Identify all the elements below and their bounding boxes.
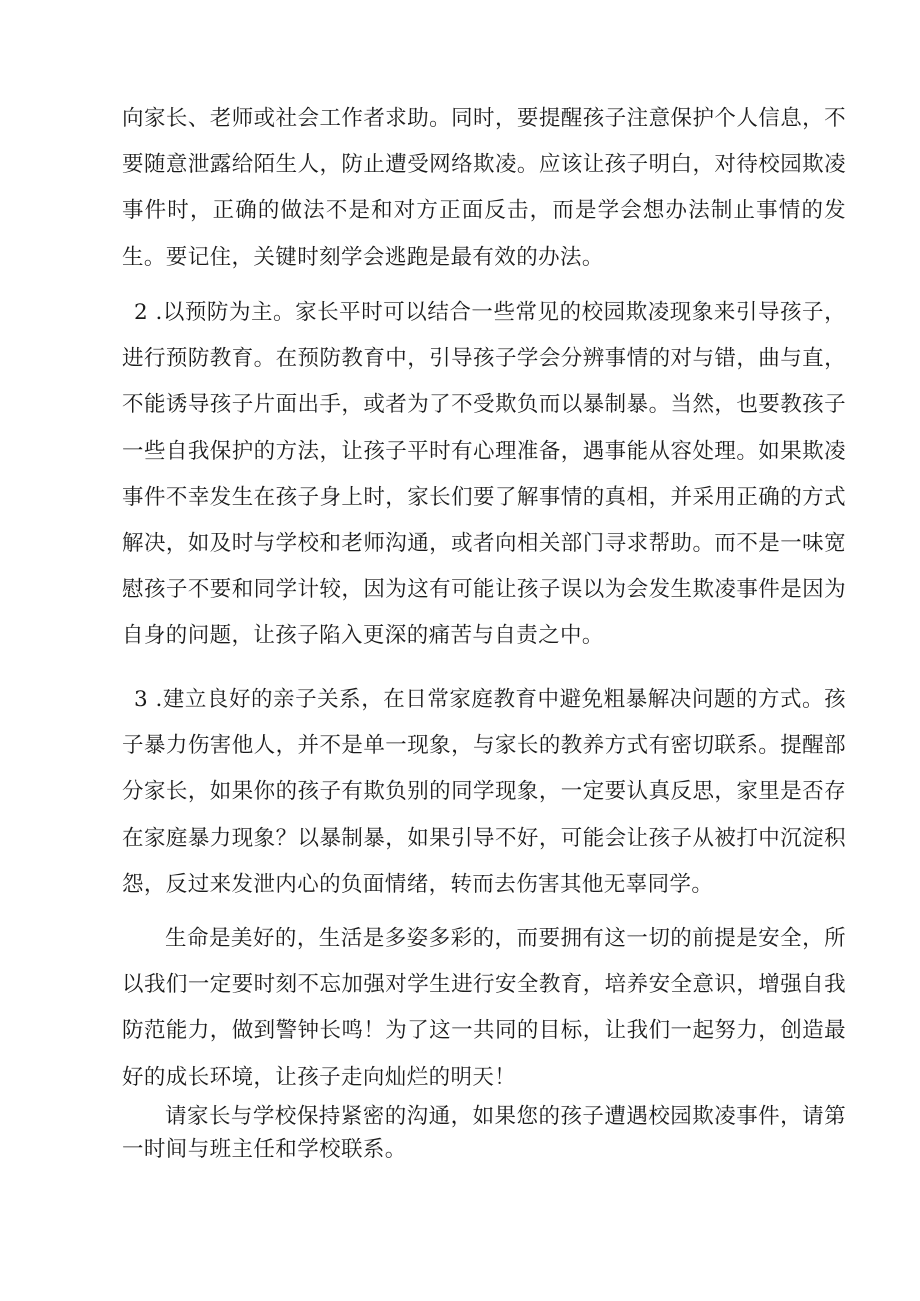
paragraph-item-3: 3 .建立良好的亲子关系，在日常家庭教育中避免粗暴解决问题的方式。孩子暴力伤害他人，并不是单一现象，与家长的教养方式有密切联系。提醒部分家长，如果你的孩子有欺负别的同学现象，一定要认真反思，家里是否存在家庭暴力现象？以暴制暴，如果引导不好，可能会让孩子从被打中沉淀积怨，反过来发泄内心的负面情绪，转而去伤害其他无辜同学。	[122, 687, 846, 897]
paragraph-conclusion: 生命是美好的，生活是多姿多彩的，而要拥有这一切的前提是安全，所以我们一定要时刻不忘加强对学生进行安全教育，培养安全意识，增强自我防范能力，做到警钟长鸣！为了这一共同的目标，让我们一起努力，创造最好的成长环境，让孩子走向灿烂的明天！	[122, 926, 846, 1090]
paragraph-contact-notice: 请家长与学校保持紧密的沟通，如果您的孩子遭遇校园欺凌事件，请第一时间与班主任和学校联系。	[122, 1104, 846, 1162]
paragraph-item-2: 2 .以预防为主。家长平时可以结合一些常见的校园欺凌现象来引导孩子，进行预防教育。在预防教育中，引导孩子学会分辨事情的对与错，曲与直，不能诱导孩子片面出手，或者为了不受欺负而以暴制暴。当然，也要教孩子一些自我保护的方法，让孩子平时有心理准备，遇事能从容处理。如果欺凌事件不幸发生在孩子身上时，家长们要了解事情的真相，并采用正确的方式解决，如及时与学校和老师沟通，或者向相关部门寻求帮助。而不是一味宽慰孩子不要和同学计较，因为这有可能让孩子误以为会发生欺凌事件是因为自身的问题，让孩子陷入更深的痛苦与自责之中。	[122, 300, 846, 649]
paragraph-continuation: 向家长、老师或社会工作者求助。同时，要提醒孩子注意保护个人信息，不要随意泄露给陌生人，防止遭受网络欺凌。应该让孩子明白，对待校园欺凌事件时，正确的做法不是和对方正面反击，而是学会想办法制止事情的发生。要记住，关键时刻学会逃跑是最有效的办法。	[122, 106, 846, 270]
